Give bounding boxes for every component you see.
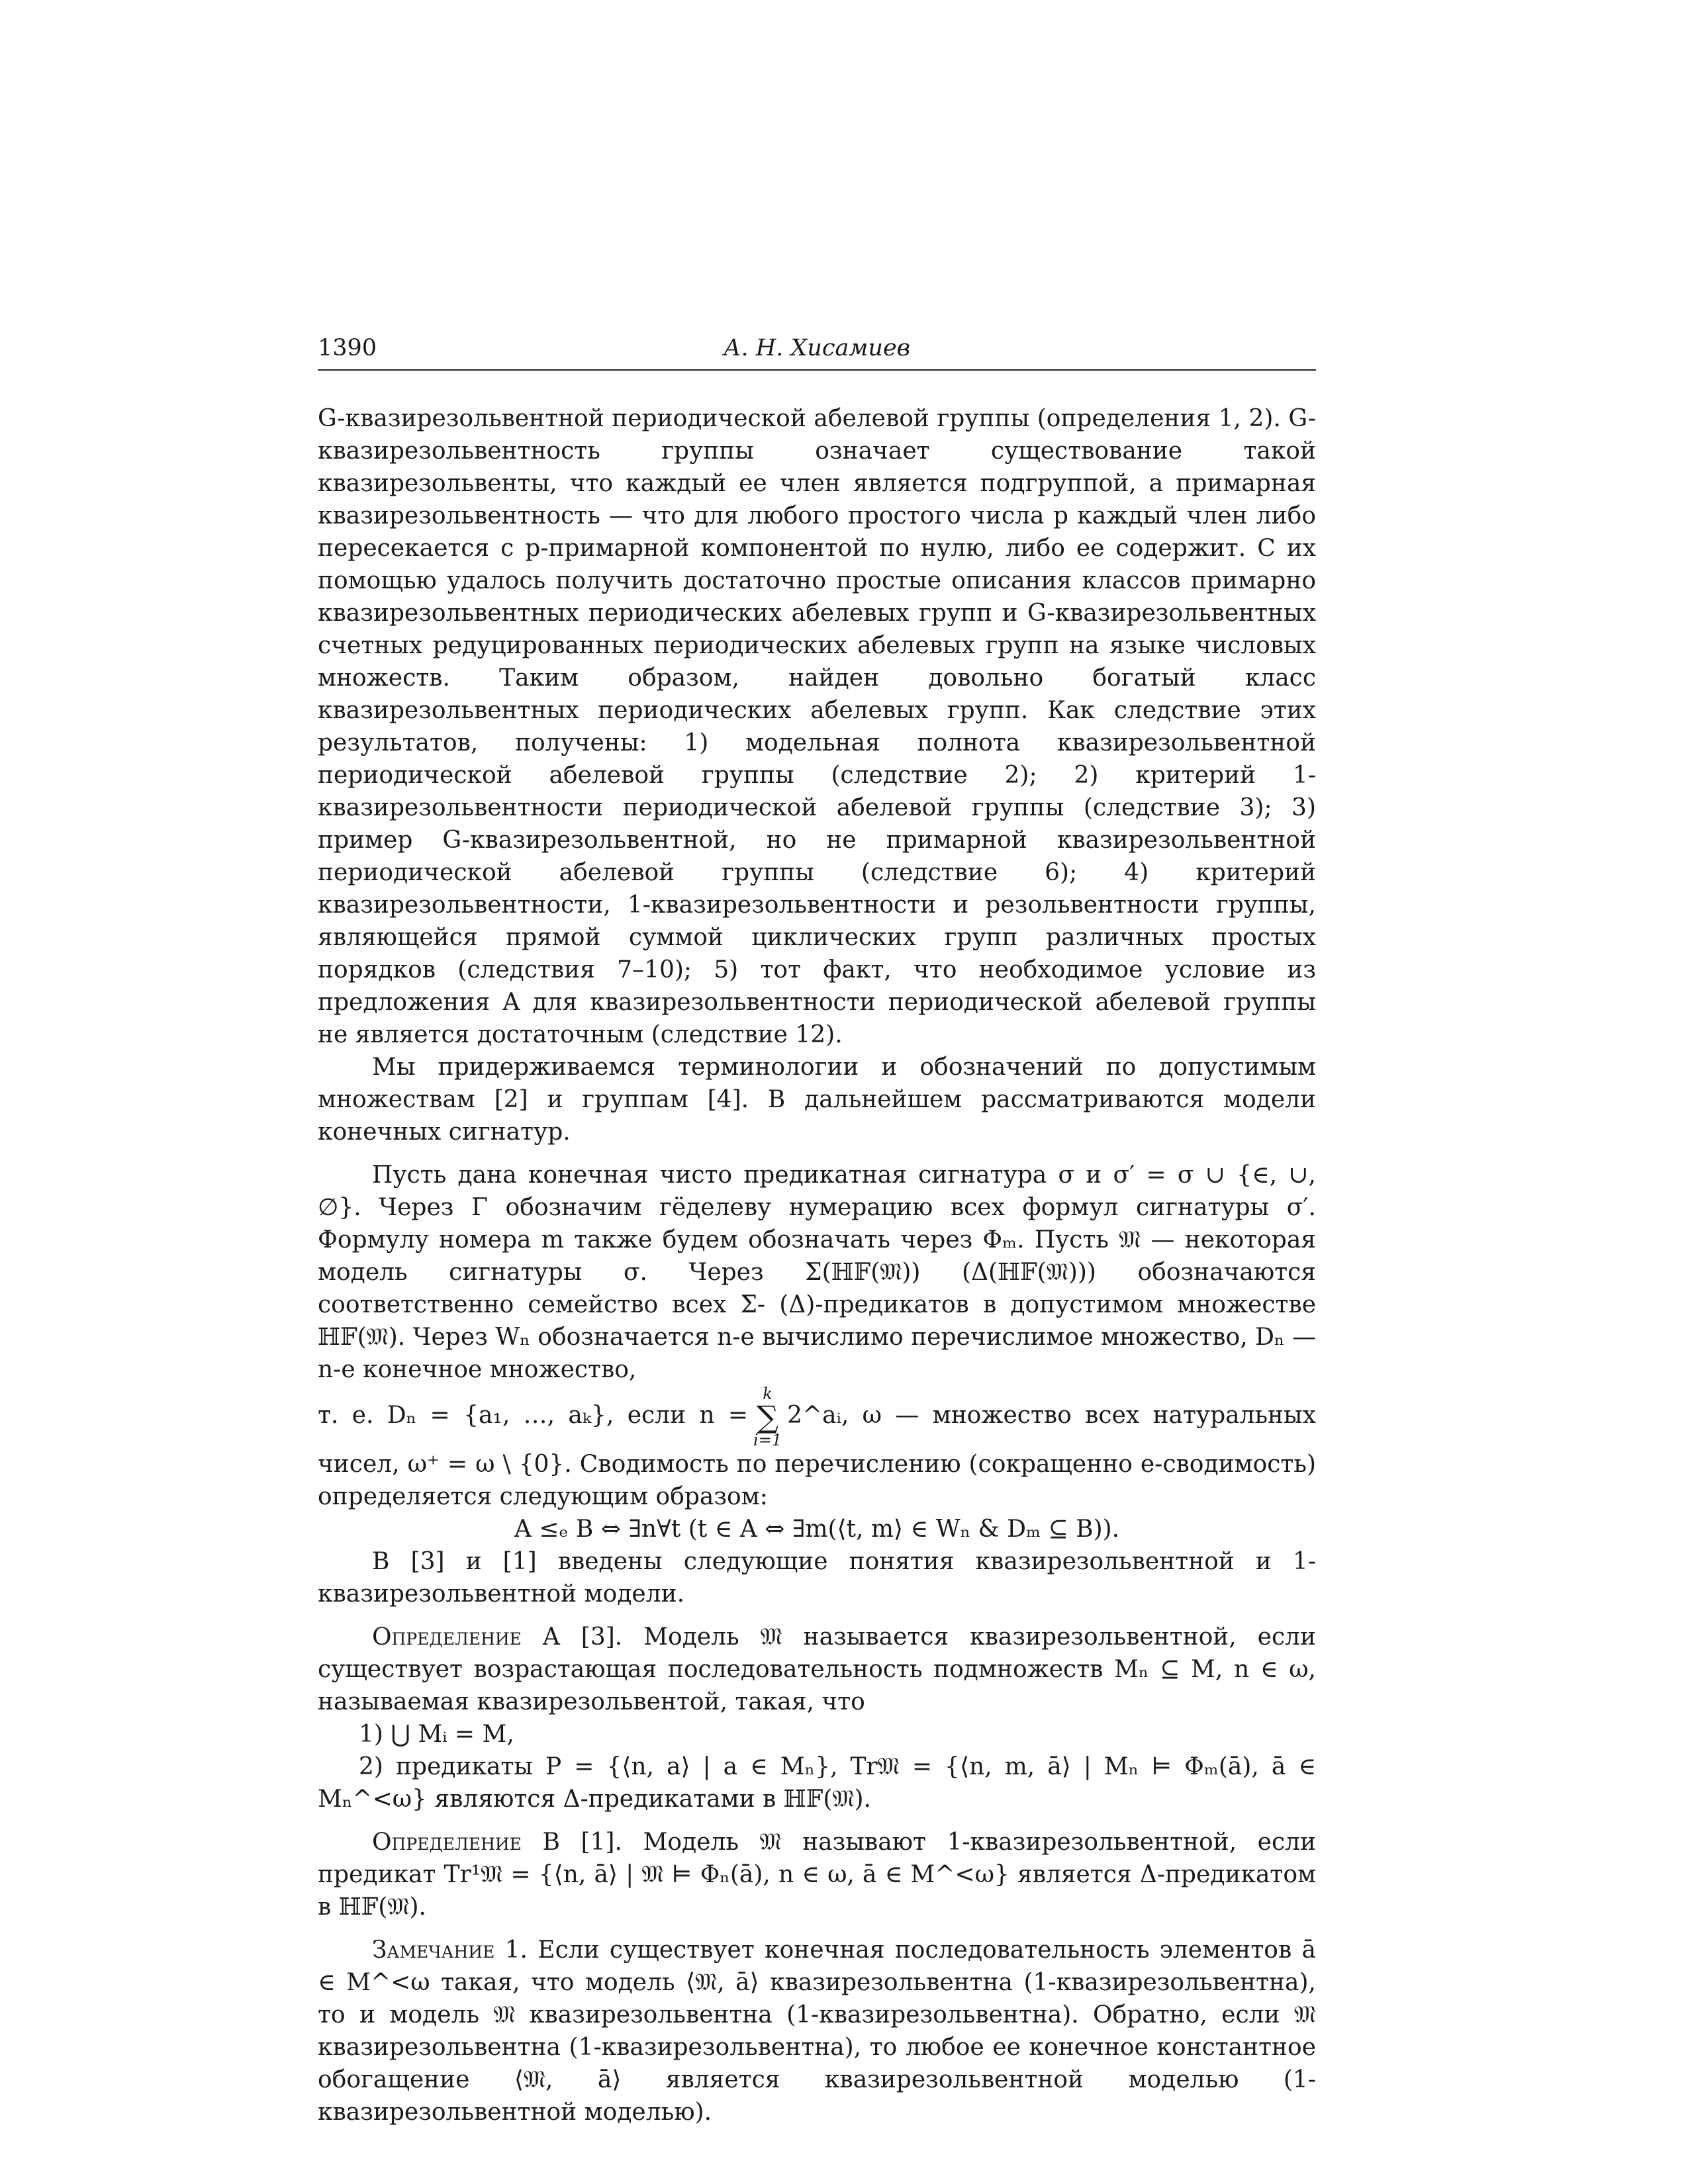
definition-b-label: Определение B [1]. — [372, 1829, 622, 1856]
definition-a-label: Определение A [3]. — [372, 1623, 623, 1651]
sum-expression — [753, 1386, 782, 1448]
sum-lower-limit: i=1 — [753, 1431, 782, 1449]
definition-a — [318, 1621, 1316, 1718]
definition-a-item-2: 2) предикаты P = {⟨n, a⟩ | a ∈ Mₙ}, Tr𝔐 = {⟨n, m, ā⟩ | Mₙ ⊨ Φₘ(ā), ā ∈ Mₙ^<ω} являются Δ-предикатами в ℍ𝔽(𝔐). — [318, 1753, 1316, 1813]
remark-1-label: Замечание 1. — [372, 1936, 528, 1964]
paragraph-signature: Пусть дана конечная чисто предикатная сигнатура σ и σ′ = σ ∪ {∈, ∪, ∅}. Через Γ обозначим гёделеву нумерацию всех формул сигнатуры σ′. Формулу номера m также будем обозначать через Φₘ. Пусть 𝔐 — некоторая модель сигнатуры σ. Через Σ(ℍ𝔽(𝔐)) (Δ(ℍ𝔽(𝔐))) обозначаются соответственно семейство всех Σ- (Δ)-предикатов в допустимом множестве ℍ𝔽(𝔐). Через Wₙ обозначается n-е вычислимо перечислимое множество, Dₙ — n-е конечное множество, — [318, 1161, 1316, 1383]
definition-a-item-1: 1) ⋃ Mᵢ = M, — [359, 1721, 514, 1748]
paragraph-terminology: Мы придерживаемся терминологии и обозначений по допустимым множествам [2] и группам [4]. В дальнейшем рассматриваются модели конечных сигнатур. — [318, 1054, 1316, 1146]
definition-a-text: Модель 𝔐 называется квазирезольвентной, если существует возрастающая последовательность подмножеств Mₙ ⊆ M, n ∈ ω, называемая квазирезольвентой, такая, что — [318, 1623, 1316, 1715]
paragraph-intro-definitions: В [3] и [1] введены следующие понятия квазирезольвентной и 1-квазирезольвентной модели. — [318, 1548, 1316, 1608]
remark-1-text: Если существует конечная последовательность элементов ā ∈ M^<ω такая, что модель ⟨𝔐, ā⟩ квазирезольвентна (1-квазирезольвентна), то и модель 𝔐 квазирезольвентна (1-квазирезольвентна). Обратно, если 𝔐 квазирезольвентна (1-квазирезольвентна), то любое ее конечное константное обогащение ⟨𝔐, ā⟩ является квазирезольвентной моделью (1-квазирезольвентной моделью). — [318, 1936, 1316, 2126]
running-header — [318, 335, 1316, 371]
page-number: 1390 — [318, 335, 377, 361]
formula-e-reducibility: A ≤ₑ B ⇔ ∃n∀t (t ∈ A ⇔ ∃m(⟨t, m⟩ ∈ Wₙ & Dₘ ⊆ B)). — [514, 1516, 1120, 1543]
sum-upper-limit: k — [763, 1385, 773, 1403]
paragraph-e-reducibility — [318, 1386, 1316, 1513]
page-body — [318, 402, 1316, 2128]
paragraph-summary: G-квазирезольвентной периодической абелевой группы (определения 1, 2). G-квазирезольвентность группы означает существование такой квазирезольвенты, что каждый ее член является подгруппой, а примарная квазирезольвентность — что для любого простого числа p каждый член либо пересекается с p-примарной компонентой по нулю, либо ее содержит. С их помощью удалось получить достаточно простые описания классов примарно квазирезольвентных периодических абелевых групп и G-квазирезольвентных счетных редуцированных периодических абелевых групп на языке числовых множеств. Таким образом, найден довольно богатый класс квазирезольвентных периодических абелевых групп. Как следствие этих результатов, получены: 1) модельная полнота квазирезольвентной периодической абелевой группы (следствие 2); 2) критерий 1-квазирезольвентности периодической абелевой группы (следствие 3); 3) пример G-квазирезольвентной, но не примарной квазирезольвентной периодической абелевой группы (следствие 6); 4) критерий квазирезольвентности, 1-квазирезольвентности и резольвентности группы, являющейся прямой суммой циклических групп различных простых порядков (следствия 7–10); 5) тот факт, что необходимое условие из предложения A для квазирезольвентности периодической абелевой группы не является достаточным (следствие 12). — [318, 405, 1316, 1048]
sum-sign: ∑ — [757, 1399, 778, 1435]
text-natural-numbers: 2^aᵢ, ω — множество всех натуральных чисел, ω⁺ = ω \ {0}. Сводимость по перечислению (сокращенно e-сводимость) определяется следующим образом: — [318, 1402, 1316, 1510]
definition-b — [318, 1826, 1316, 1923]
text-dn-definition: т. е. Dₙ = {a₁, …, aₖ}, если n = — [318, 1402, 749, 1429]
remark-1 — [318, 1934, 1316, 2128]
definition-b-text: Модель 𝔐 называют 1-квазирезольвентной, если предикат Tr¹𝔐 = {⟨n, ā⟩ | 𝔐 ⊨ Φₙ(ā), n ∈ ω, ā ∈ M^<ω} является Δ-предикатом в ℍ𝔽(𝔐). — [318, 1829, 1316, 1921]
running-head-author: А. Н. Хисамиев — [723, 335, 911, 361]
